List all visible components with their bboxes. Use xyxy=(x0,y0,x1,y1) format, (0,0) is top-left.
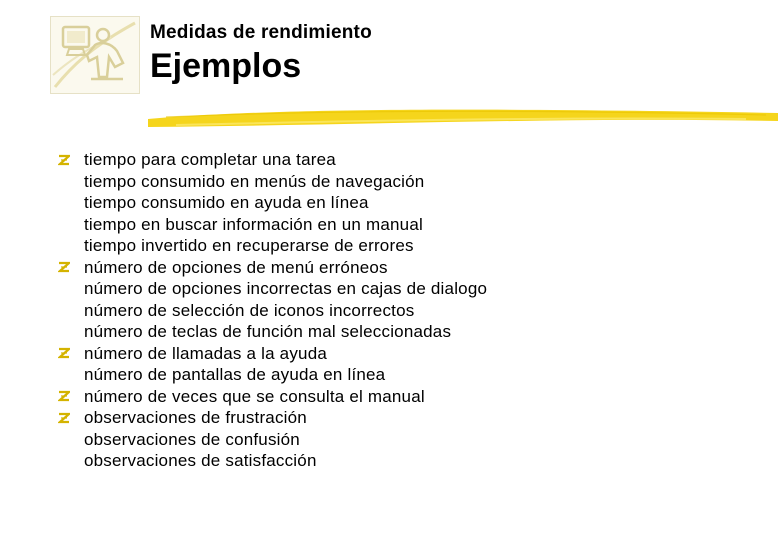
z-bullet-icon xyxy=(58,386,72,408)
list-line: número de veces que se consulta el manual xyxy=(84,386,425,406)
list-line: tiempo consumido en ayuda en línea xyxy=(84,193,369,212)
list-line: número de opciones incorrectas en cajas de dialogo xyxy=(84,279,488,298)
list-item xyxy=(58,149,487,257)
list-line: tiempo para completar una tarea xyxy=(84,150,336,169)
list-item xyxy=(58,343,487,386)
z-bullet-icon xyxy=(58,407,72,429)
list-item xyxy=(58,386,487,408)
subtitle: Medidas de rendimiento xyxy=(150,22,372,43)
list-line: observaciones de confusión xyxy=(84,429,300,449)
z-bullet-icon xyxy=(58,149,72,171)
list-line: número de llamadas a la ayuda xyxy=(84,343,328,363)
list-line: tiempo invertido en recuperarse de errores xyxy=(84,236,414,255)
z-bullet-icon xyxy=(58,257,72,279)
list-line: observaciones de satisfacción xyxy=(84,451,317,470)
list-line: observaciones de frustración xyxy=(84,408,307,427)
title-underline xyxy=(146,103,780,133)
list-line: número de teclas de función mal seleccionadas xyxy=(84,322,452,341)
logo xyxy=(50,16,140,94)
z-bullet-icon xyxy=(58,343,72,365)
list-line: número de pantallas de ayuda en línea xyxy=(84,365,386,384)
list-item xyxy=(58,257,487,343)
list-item xyxy=(58,407,487,472)
page-title: Ejemplos xyxy=(150,47,302,85)
computer-user-icon xyxy=(51,17,139,93)
list-line: número de selección de iconos incorrectos xyxy=(84,300,415,320)
list-line: número de opciones de menú erróneos xyxy=(84,257,388,277)
bullet-list xyxy=(58,149,487,472)
list-line: tiempo consumido en menús de navegación xyxy=(84,171,425,191)
list-line: tiempo en buscar información en un manual xyxy=(84,214,423,234)
